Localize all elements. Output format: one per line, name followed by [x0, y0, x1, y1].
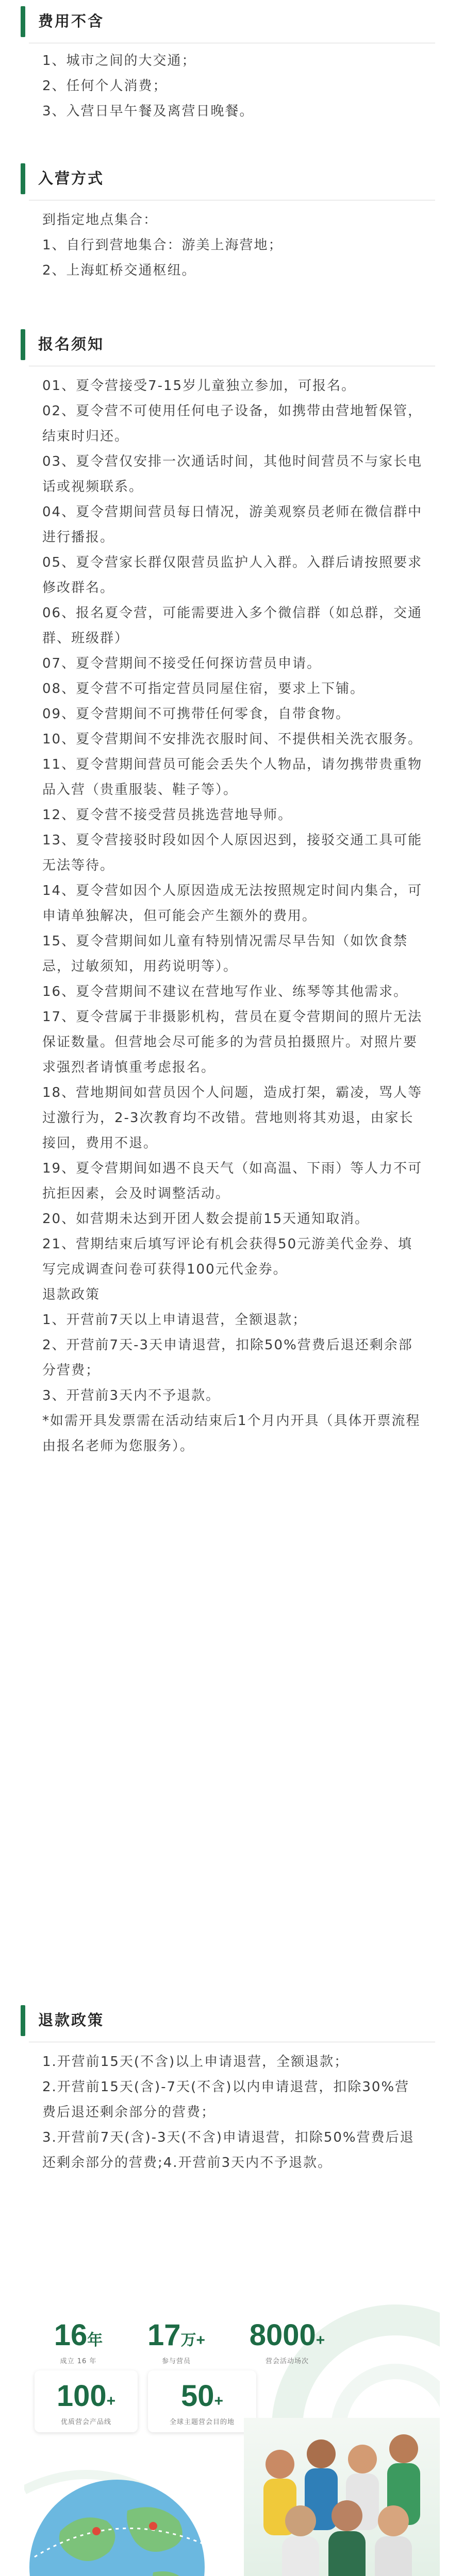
stat-label: 营会活动场次 [265, 2358, 309, 2365]
list-item: 1、城市之间的大交通； [42, 53, 196, 69]
campers-group-photo [223, 2325, 440, 2576]
stat-label: 优质营会产品线 [60, 2418, 111, 2426]
section-title: 报名须知 [38, 335, 105, 353]
stat-label: 成立 16 年 [60, 2358, 97, 2365]
stat-label: 参与营员 [161, 2358, 191, 2365]
list-item: 21、营期结束后填写评论有机会获得50元游美代金券、填写完成调查问卷可获得100元代金券。 [42, 1236, 413, 1277]
fees-excluded-section [0, 0, 464, 124]
list-item: 13、夏令营接驳时段如因个人原因迟到，接驳交通工具可能无法等待。 [42, 833, 423, 873]
list-item: 11、夏令营期间营员可能会丢失个人物品，请勿携带贵重物品入营（贵重服装、鞋子等）。 [42, 757, 423, 798]
list-item: 01、夏令营接受7-15岁儿童独立参加，可报名。 [42, 378, 356, 394]
section-header [29, 157, 435, 200]
section-accent-bar [21, 6, 25, 37]
list-item: 2.开营前15天(含)-7天(不含)以内申请退营，扣除30%营费后退还剩余部分的营费； [42, 2079, 410, 2120]
section-accent-bar [21, 329, 25, 360]
list-item: 07、夏令营期间不接受任何探访营员申请。 [42, 656, 322, 671]
invoice-note: *如需开具发票需在活动结束后1个月内开具（具体开票流程由报名老师为您服务）。 [42, 1413, 421, 1454]
list-item: 17、夏令营属于非摄影机构，营员在夏令营期间的照片无法保证数量。但营地会尽可能多的为营员拍摄照片。对照片要求强烈者请慎重考虑报名。 [42, 1009, 423, 1075]
list-item: 12、夏令营不接受营员挑选营地导师。 [42, 807, 293, 823]
list-item: 1.开营前15天(不含)以上申请退营，全额退款； [42, 2054, 349, 2070]
list-item: 1、自行到营地集合：游美上海营地； [42, 238, 283, 253]
stat-value: 17万+ [147, 2318, 206, 2352]
list-item: 1、开营前7天以上申请退营，全额退款； [42, 1312, 307, 1328]
section-body [0, 366, 464, 1459]
stat-box-products [35, 2370, 138, 2432]
section-header [29, 0, 435, 43]
list-item: 02、夏令营不可使用任何电子设备，如携带由营地暂保管，结束时归还。 [42, 403, 423, 444]
section-body [0, 200, 464, 283]
subheading: 退款政策 [42, 1287, 101, 1302]
list-item: 08、夏令营不可指定营员同屋住宿，要求上下铺。 [42, 681, 365, 697]
section-accent-bar [21, 163, 25, 194]
list-item: 14、夏令营如因个人原因造成无法按照规定时间内集合，可申请单独解决，但可能会产生额外的费用。 [42, 883, 423, 924]
globe-graphic [24, 2444, 241, 2576]
stat-label: 全球主题营会目的地 [169, 2418, 235, 2426]
list-item: 10、夏令营期间不安排洗衣服时间、不提供相关洗衣服务。 [42, 732, 423, 747]
stat-value: 50+ [180, 2379, 224, 2413]
list-item: 16、夏令营期间不建议在营地写作业、练琴等其他需求。 [42, 984, 408, 999]
list-item: 3、开营前3天内不予退款。 [42, 1388, 221, 1403]
section-header [29, 323, 435, 366]
stat-value: 16年 [54, 2318, 103, 2352]
intro-text: 到指定地点集合： [42, 212, 158, 228]
list-item: 3.开营前7天(含)-3天(不含)申请退营，扣除50%营费后退还剩余部分的营费;4.开营前3天内不予退款。 [42, 2130, 415, 2171]
notice-section [0, 323, 464, 1459]
promo-banner [24, 2304, 440, 2576]
list-item: 20、如营期未达到开团人数会提前15天通知取消。 [42, 1211, 370, 1227]
section-body [0, 43, 464, 124]
section-title: 退款政策 [38, 2011, 105, 2029]
stat-value: 8000+ [249, 2318, 325, 2352]
list-item: 18、营地期间如营员因个人问题，造成打架，霸凌，骂人等过激行为，2-3次教育均不改错。营地则将其劝退，由家长接回，费用不退。 [42, 1085, 423, 1151]
section-accent-bar [21, 2005, 25, 2036]
stat-campers [127, 2319, 225, 2366]
arrival-section [0, 157, 464, 283]
list-item: 04、夏令营期间营员每日情况，游美观察员老师在微信群中进行播报。 [42, 504, 423, 545]
list-item: 05、夏令营家长群仅限营员监护人入群。入群后请按照要求修改群名。 [42, 555, 423, 596]
refund-section [0, 1999, 464, 2176]
list-item: 03、夏令营仅安排一次通话时间，其他时间营员不与家长电话或视频联系。 [42, 454, 423, 495]
stat-years [40, 2319, 117, 2366]
section-title: 入营方式 [38, 170, 105, 187]
list-item: 2、上海虹桥交通枢纽。 [42, 263, 196, 278]
stat-value: 100+ [56, 2379, 116, 2413]
list-item: 2、开营前7天-3天申请退营，扣除50%营费后退还剩余部分营费； [42, 1337, 413, 1378]
list-item: 3、入营日早午餐及离营日晚餐。 [42, 104, 254, 119]
list-item: 19、夏令营期间如遇不良天气（如高温、下雨）等人力不可抗拒因素，会及时调整活动。 [42, 1161, 423, 1201]
list-item: 15、夏令营期间如儿童有特别情况需尽早告知（如饮食禁忌，过敏须知，用药说明等）。 [42, 934, 408, 974]
list-item: 2、任何个人消费； [42, 78, 168, 94]
section-body [0, 2042, 464, 2176]
section-header [29, 1999, 435, 2042]
section-title: 费用不含 [38, 12, 105, 30]
list-item: 06、报名夏令营，可能需要进入多个微信群（如总群，交通群、班级群） [42, 605, 423, 646]
list-item: 09、夏令营期间不可携带任何零食，自带食物。 [42, 706, 351, 722]
